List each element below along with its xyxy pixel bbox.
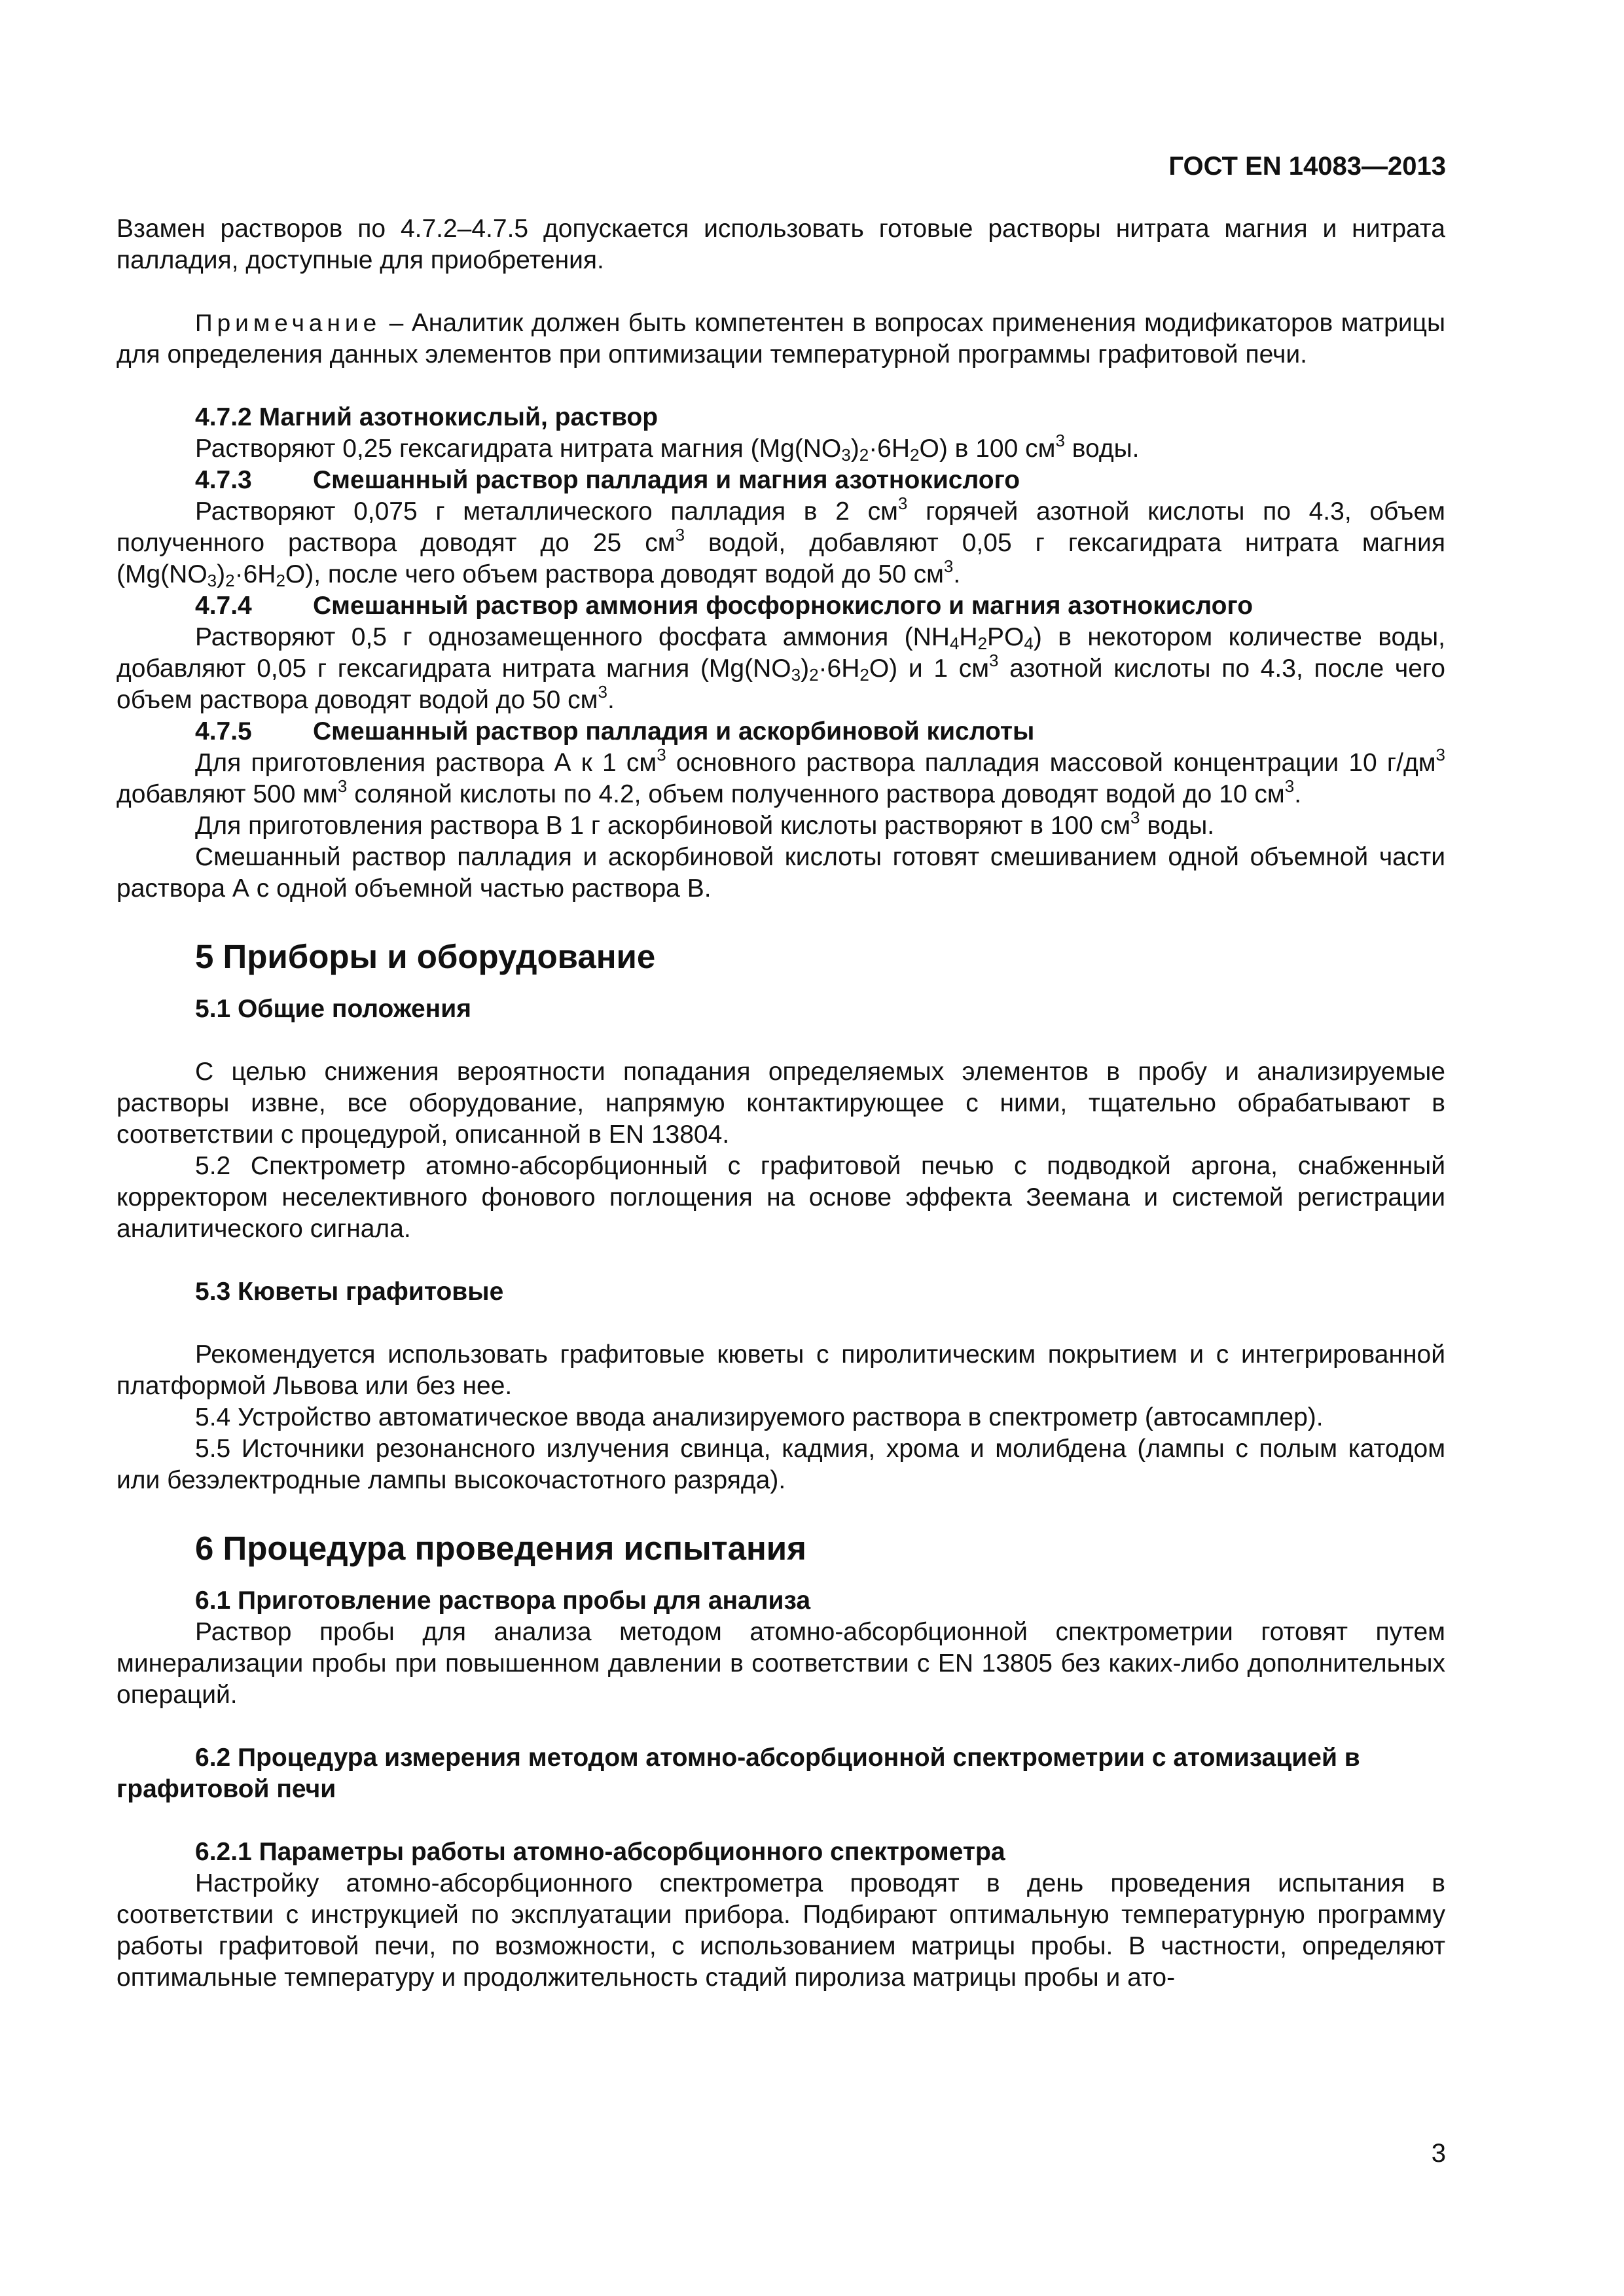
section-5-heading: 5 Приборы и оборудование bbox=[195, 938, 656, 975]
heading-5-1: 5.1 Общие положения bbox=[195, 995, 471, 1023]
paragraph-4-7-2: Растворяют 0,25 гексагидрата нитрата магния $(Mg(NO_3)_2\cdot 6H_2O)$ в 100 $см^3$ воды. bbox=[195, 431, 1140, 465]
paragraph-4-7-5-a: Для приготовления раствора А к 1 $см^3$ основного раствора палладия массовой концентрации 10 $г/дм^3$ добавляют 500 $мм^3$ соляной кислоты по 4.2, объем полученного раствора доводят водой до 10 $см^3$. bbox=[117, 745, 1445, 808]
section-6-heading: 6 Процедура проведения испытания bbox=[195, 1530, 806, 1567]
paragraph-5-3: Рекомендуется использовать графитовые кюветы с пиролитическим покрытием и с интегрированной платформой Львова или без нее. bbox=[117, 1340, 1445, 1400]
paragraph-5-2: 5.2 Спектрометр атомно-абсорбционный с графитовой печью с подводкой аргона, снабженный корректором неселективного фонового поглощения на основе эффекта Зеемана и системой регистрации аналитического сигнала. bbox=[117, 1152, 1445, 1243]
page-content bbox=[117, 213, 1445, 1994]
note-label: Примечание bbox=[195, 310, 382, 336]
heading-4-7-2: 4.7.2 Магний азотнокислый, раствор bbox=[195, 403, 659, 431]
paragraph-5-4: 5.4 Устройство автоматическое ввода анализируемого раствора в спектрометр (автосамплер). bbox=[195, 1403, 1324, 1431]
heading-5-3: 5.3 Кюветы графитовые bbox=[195, 1278, 504, 1306]
heading-6-1: 6.1 Приготовление раствора пробы для анализа bbox=[195, 1587, 811, 1615]
intro-paragraph: Взамен растворов по 4.7.2–4.7.5 допускается использовать готовые растворы нитрата магния и нитрата палладия, доступные для приобретения. bbox=[117, 215, 1445, 274]
paragraph-4-7-3: Растворяют 0,075 г металлического палладия в 2 $см^3$ горячей азотной кислоты по 4.3, объем полученного раствора доводят до 25 $см^3$ водой, добавляют 0,05 г гексагидрата нитрата магния $(Mg(NO_3)_2\cdot 6H_2O)$, после чего объем раствора доводят водой до 50 $см^3$. bbox=[117, 493, 1445, 590]
heading-6-2-1: 6.2.1 Параметры работы атомно-абсорбционного спектрометра bbox=[195, 1838, 1005, 1866]
paragraph-4-7-5-c: Смешанный раствор палладия и аскорбиновой кислоты готовят смешиванием одной объемной части раствора А с одной объемной частью раствора В. bbox=[117, 843, 1445, 903]
heading-6-2: 6.2 Процедура измерения методом атомно-абсорбционной спектрометрии с атомизацией в графитовой печи bbox=[117, 1744, 1360, 1803]
heading-4-7-4: 4.7.4 Смешанный раствор аммония фосфорнокислого и магния азотнокислого bbox=[195, 592, 1254, 620]
note-paragraph bbox=[117, 308, 1445, 370]
note-text: – Аналитик должен быть компетентен в вопросах применения модификаторов матрицы для определения данных элементов при оптимизации температурной программы графитовой печи. bbox=[117, 309, 1445, 368]
paragraph-6-2-1: Настройку атомно-абсорбционного спектрометра проводят в день проведения испытания в соответствии с инструкцией по эксплуатации прибора. Подбирают оптимальную температурную программу работы графитовой печи, по возможности, с использованием матрицы пробы. В частности, определяют оптимальные температуру и продолжительность стадий пиролиза матрицы пробы и ато- bbox=[117, 1869, 1445, 1992]
heading-4-7-3: 4.7.3 Смешанный раствор палладия и магния азотнокислого bbox=[195, 466, 1020, 494]
paragraph-6-1: Раствор пробы для анализа методом атомно-абсорбционной спектрометрии готовят путем минерализации пробы при повышенном давлении в соответствии с EN 13805 без каких-либо дополнительных операций. bbox=[117, 1618, 1445, 1709]
paragraph-5-5: 5.5 Источники резонансного излучения свинца, кадмия, хрома и молибдена (лампы с полым катодом или безэлектродные лампы высокочастотного разряда). bbox=[117, 1435, 1445, 1494]
heading-4-7-5: 4.7.5 Смешанный раствор палладия и аскорбиновой кислоты bbox=[195, 717, 1035, 745]
paragraph-5-1: С целью снижения вероятности попадания определяемых элементов в пробу и анализируемые растворы извне, все оборудование, напрямую контактирующее с ними, тщательно обрабатывают в соответствии с процедурой, описанной в EN 13804. bbox=[117, 1058, 1445, 1149]
paragraph-4-7-4: Растворяют 0,5 г однозамещенного фосфата аммония $(NH_4H_2PO_4)$ в некотором количестве воды, добавляют 0,05 г гексагидрата нитрата магния $(Mg(NO_3)_2\cdot 6H_2O)$ и 1 $см^3$ азотной кислоты по 4.3, после чего объем раствора доводят водой до 50 $см^3$. bbox=[117, 623, 1445, 714]
page-number: 3 bbox=[1431, 2139, 1446, 2168]
paragraph-4-7-5-b: Для приготовления раствора В 1 г аскорбиновой кислоты растворяют в 100 $см^3$ воды. bbox=[195, 808, 1215, 840]
document-header: ГОСТ EN 14083—2013 bbox=[1168, 152, 1446, 181]
